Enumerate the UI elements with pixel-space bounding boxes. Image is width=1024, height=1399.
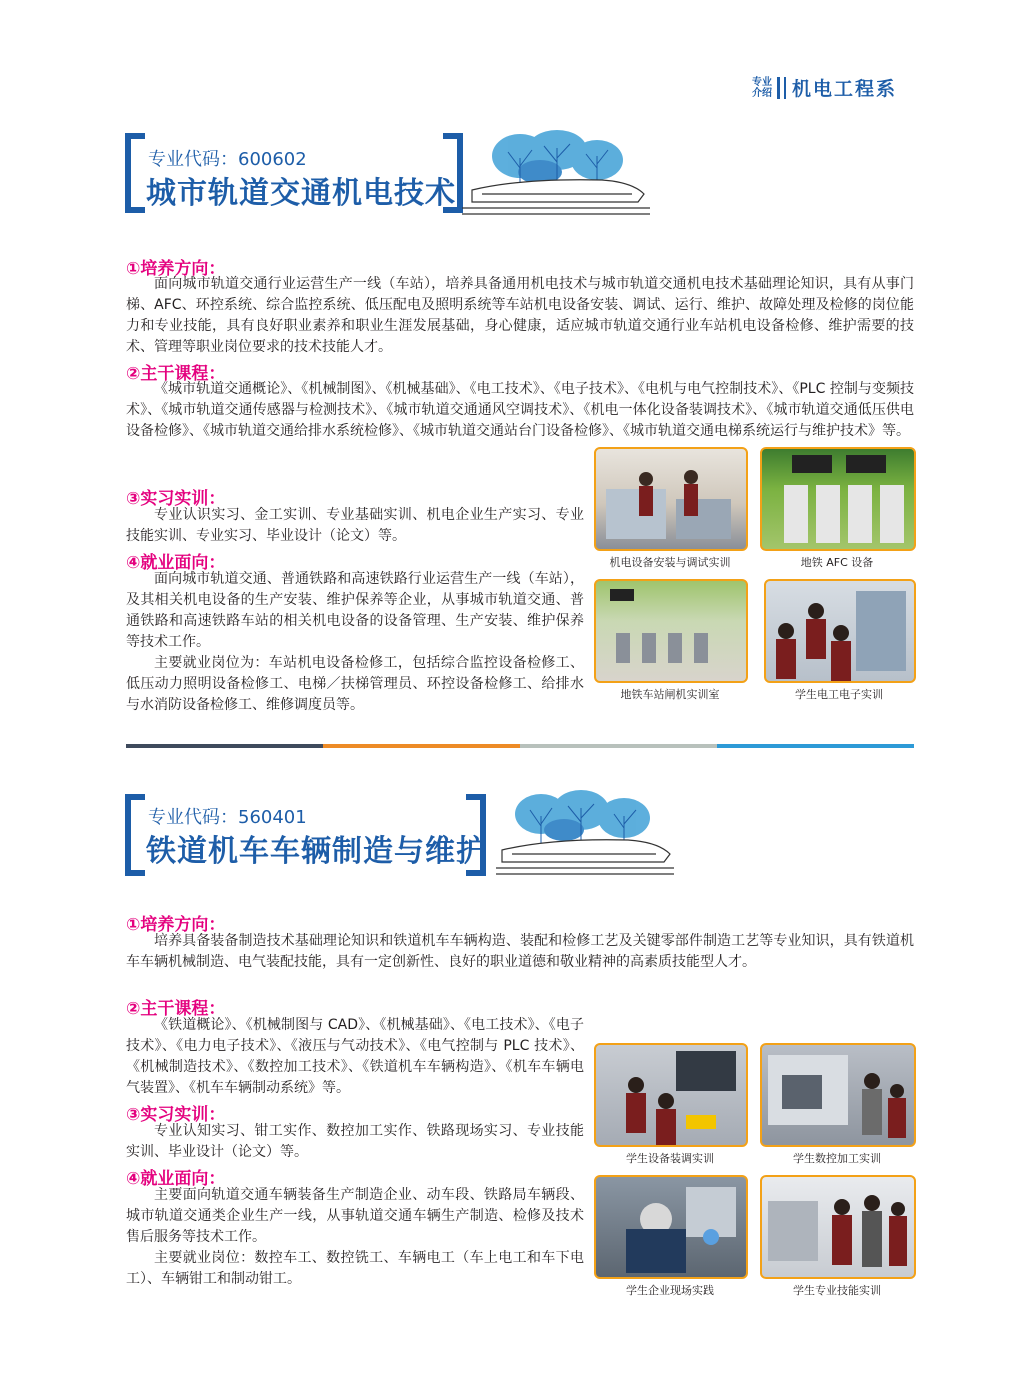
train-icon: [462, 180, 650, 214]
paragraph: 面向城市轨道交通、普通铁路和高速铁路行业运营生产一线（车站），及其相关机电设备的生产安装、维护保养等企业，从事城市轨道交通、普通铁路和高速铁路车站的相关机电设备的设备管理、生产安装、维护保养等技术工作。: [126, 571, 584, 650]
photo-caption: 学生数控加工实训: [793, 1152, 881, 1165]
photo-electrical-training: [764, 579, 916, 683]
photo-caption: 学生设备装调实训: [626, 1152, 714, 1165]
major-title: 城市轨道交通机电技术: [146, 176, 456, 211]
header-divider: [784, 77, 786, 99]
section-heading-courses: ②主干课程：: [126, 364, 226, 384]
section-text-employment: [126, 569, 584, 716]
section-text-training-goal: [126, 274, 914, 358]
paragraph: 主要就业岗位为：车站机电设备检修工，包括综合监控设备检修工、低压动力照明设备检修工、电梯／扶梯管理员、环控设备检修工、给排水与水消防设备检修工、维修调度员等。: [126, 655, 584, 713]
photo-afc-equipment: [760, 447, 916, 551]
photo-scene-icon: [596, 449, 746, 549]
photo-cnc-training: [760, 1043, 916, 1147]
page-header: [752, 74, 897, 101]
divider-segment: [323, 744, 520, 748]
photo-caption: 学生专业技能实训: [793, 1284, 881, 1297]
header-divider: [777, 77, 780, 99]
photo-scene-icon: [596, 581, 746, 681]
photo-caption: 学生企业现场实践: [626, 1284, 714, 1297]
paragraph: 面向城市轨道交通行业运营生产一线（车站），培养具备通用机电技术与城市轨道交通机电技术基础理论知识，具有从事门梯、AFC、环控系统、综合监控系统、低压配电及照明系统等车站机电设备安装、调试、运行、维护、故障处理及检修的岗位能力和专业技能，具有良好职业素养和职业生涯发展基础，身心健康，适应城市轨道交通行业车站机电设备检修、维护需要的技术、管理等职业岗位要求的技术技能人才。: [126, 276, 914, 355]
header-tag-line2: 介绍: [752, 87, 772, 99]
photo-caption: 学生电工电子实训: [795, 688, 883, 701]
photo-installation-training: [594, 447, 748, 551]
section-divider: [126, 744, 914, 748]
major-code: 专业代码：600602: [148, 149, 307, 170]
photo-scene-icon: [766, 581, 914, 681]
header-tag: [752, 77, 772, 99]
section-heading-employment: ④就业面向：: [126, 1169, 226, 1189]
photo-caption: 地铁 AFC 设备: [800, 556, 874, 569]
photo-gate-lab: [594, 579, 748, 683]
photo-scene-icon: [596, 1045, 746, 1145]
section-heading-internship: ③实习实训：: [126, 489, 226, 509]
divider-segment: [126, 744, 323, 748]
title-bracket-left: [125, 794, 145, 876]
photo-scene-icon: [762, 1045, 914, 1145]
paragraph: 培养具备装备制造技术基础理论知识和铁道机车车辆构造、装配和检修工艺及关键零部件制造工艺等专业知识，具有铁道机车车辆机械制造、电气装配技能，具有一定创新性、良好的职业道德和敬业精神的高素质技能型人才。: [126, 933, 914, 970]
train-illustration: [462, 128, 652, 218]
divider-segment: [520, 744, 717, 748]
paragraph: 《城市轨道交通概论》、《机械制图》、《机械基础》、《电工技术》、《电子技术》、《电机与电气控制技术》、《PLC 控制与变频技术》、《城市轨道交通传感器与检测技术》、《城市轨道交通通风空调技术》、《机电一体化设备装调技术》、《城市轨道交通低压供电设备检修》、《城市轨道交通给排水系统检修》、《城市轨道交通站台门设备检修》、《城市轨道交通电梯系统运行与维护技术》等。: [126, 381, 914, 439]
section-text-employment: [126, 1185, 584, 1290]
photo-scene-icon: [762, 1177, 914, 1277]
major-code: 专业代码：560401: [148, 807, 307, 828]
photo-enterprise-practice: [594, 1175, 748, 1279]
major-title: 铁道机车车辆制造与维护: [146, 834, 487, 869]
photo-caption: 地铁车站闸机实训室: [620, 688, 720, 701]
photo-scene-icon: [762, 449, 914, 549]
section-text-internship: [126, 1121, 584, 1163]
train-illustration: [496, 788, 676, 878]
paragraph: 主要面向轨道交通车辆装备生产制造企业、动车段、铁路局车辆段、城市轨道交通类企业生产一线，从事轨道交通车辆生产制造、检修及技术售后服务等技术工作。: [126, 1187, 584, 1245]
tree-icon: [515, 790, 650, 841]
department-title: 机电工程系: [792, 78, 898, 100]
section-text-internship: [126, 505, 584, 547]
section-heading-training-goal: ①培养方向：: [126, 259, 226, 279]
header-tag-line1: 专业: [752, 76, 772, 88]
photo-skill-training: [760, 1175, 916, 1279]
photo-equipment-training: [594, 1043, 748, 1147]
section-heading-training-goal: ①培养方向：: [126, 915, 226, 935]
photo-caption: 机电设备安装与调试实训: [609, 556, 731, 569]
section-heading-employment: ④就业面向：: [126, 553, 226, 573]
section-text-courses: [126, 379, 914, 442]
train-icon: [496, 840, 674, 874]
paragraph: 《铁道概论》、《机械制图与 CAD》、《机械基础》、《电工技术》、《电子技术》、《电力电子技术》、《液压与气动技术》、《电气控制与 PLC 技术》、《机械制造技术》、《数控加工技术》、《铁道机车车辆构造》、《机车车辆电气装置》、《机车车辆制动系统》等。: [126, 1017, 584, 1096]
paragraph: 专业认识实习、金工实训、专业基础实训、机电企业生产实习、专业技能实训、专业实习、毕业设计（论文）等。: [126, 507, 584, 544]
divider-segment: [717, 744, 914, 748]
paragraph: 专业认知实习、钳工实作、数控加工实作、铁路现场实习、专业技能实训、毕业设计（论文）等。: [126, 1123, 584, 1160]
section-heading-courses: ②主干课程：: [126, 999, 226, 1019]
paragraph: 主要就业岗位：数控车工、数控铣工、车辆电工（车上电工和车下电工）、车辆钳工和制动钳工。: [126, 1250, 584, 1287]
section-heading-internship: ③实习实训：: [126, 1105, 226, 1125]
photo-scene-icon: [596, 1177, 746, 1277]
section-text-training-goal: [126, 931, 914, 973]
title-bracket-left: [125, 133, 145, 213]
